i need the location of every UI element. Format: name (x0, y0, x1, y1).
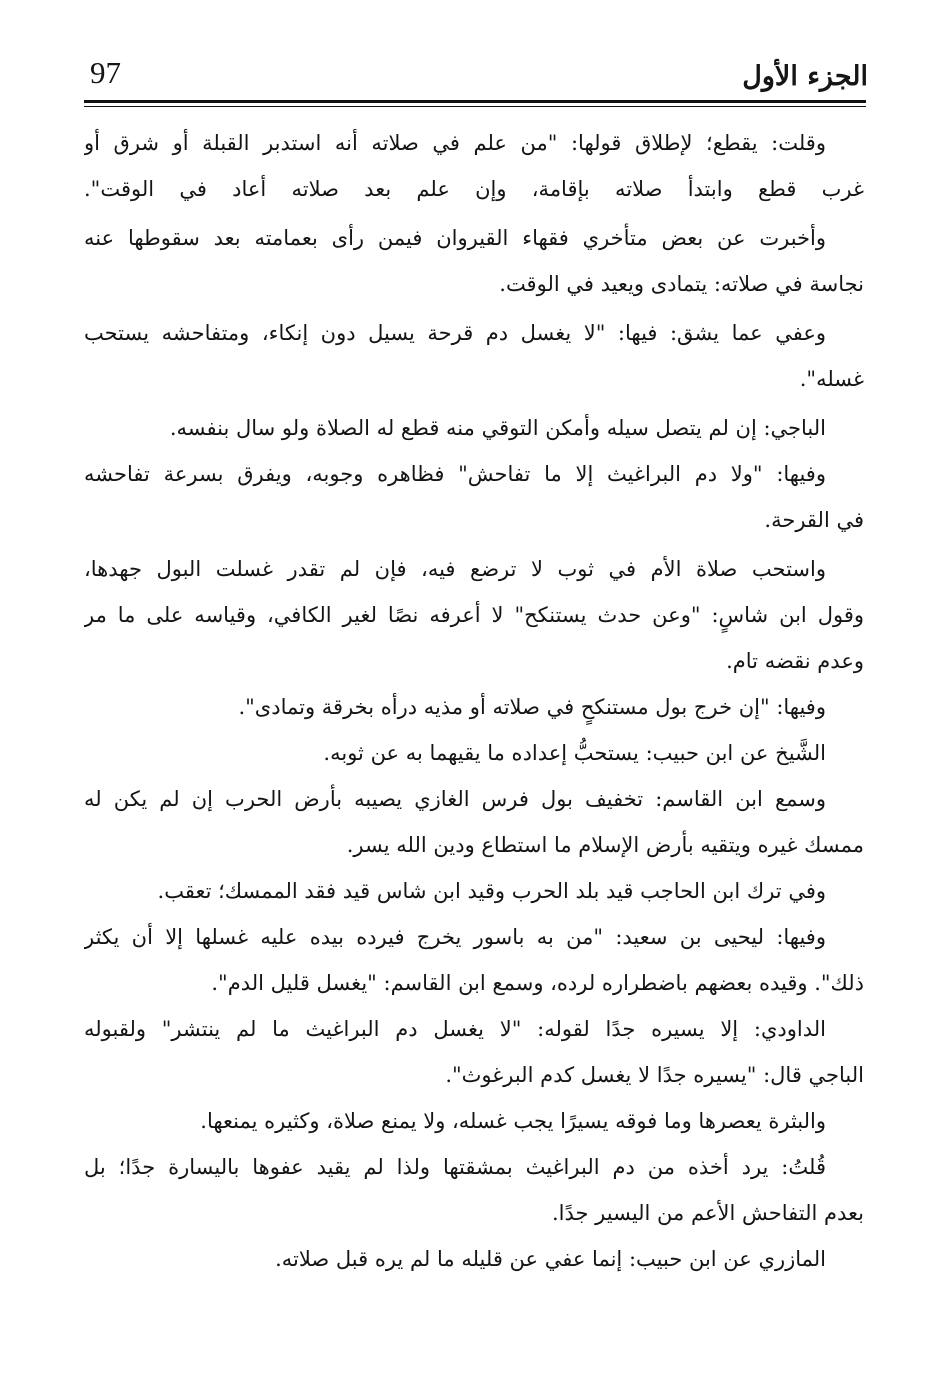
text-line: وعفي عما يشق: فيها: "لا يغسل دم قرحة يسيل دون إنكاء، ومتفاحشه يستحب (84, 321, 826, 345)
header-rule-thick (84, 100, 866, 103)
page-number: 97 (90, 55, 121, 90)
text-line: ممسك غيره ويتقيه بأرض الإسلام ما استطاع ودين الله يسر. (346, 833, 864, 857)
page-header (84, 56, 868, 100)
text-line: بعدم التفاحش الأعم من اليسير جدًا. (551, 1201, 864, 1225)
running-title: الجزء الأول (742, 61, 868, 92)
text-line: وقول ابن شاسٍ: "وعن حدث يستنكح" لا أعرفه نصًا لغير الكافي، وقياسه على ما مر (84, 603, 864, 627)
text-line: الباجي قال: "يسيره جدًا لا يغسل كدم البرغوث". (445, 1063, 864, 1087)
text-line: وفيها: ليحيى بن سعيد: "من به باسور يخرج فيرده بيده عليه غسلها إلا أن يكثر (84, 925, 826, 949)
text-line: ذلك". وقيده بعضهم باضطراره لرده، وسمع ابن القاسم: "يغسل قليل الدم". (211, 971, 864, 995)
text-line: الباجي: إن لم يتصل سيله وأمكن التوقي منه قطع له الصلاة ولو سال بنفسه. (169, 416, 826, 440)
text-line: في القرحة. (764, 508, 864, 532)
text-line: وأخبرت عن بعض متأخري فقهاء القيروان فيمن رأى بعمامته بعد سقوطها عنه (84, 226, 826, 250)
body-text (84, 120, 864, 1282)
text-line: وفيها: "إن خرج بول مستنكحٍ في صلاته أو مذيه درأه بخرقة وتمادى". (238, 695, 826, 719)
text-line: وفيها: "ولا دم البراغيث إلا ما تفاحش" فظاهره وجوبه، ويفرق بسرعة تفاحشه (84, 462, 826, 486)
header-rule-thin (84, 106, 866, 107)
text-line: والبثرة يعصرها وما فوقه يسيرًا يجب غسله، ولا يمنع صلاة، وكثيره يمنعها. (200, 1109, 826, 1133)
text-line: وقلت: يقطع؛ لإطلاق قولها: "من علم في صلاته أنه استدبر القبلة أو شرق أو (84, 131, 826, 155)
text-line: وفي ترك ابن الحاجب قيد بلد الحرب وقيد ابن شاس قيد فقد الممسك؛ تعقب. (157, 879, 826, 903)
text-line: وسمع ابن القاسم: تخفيف بول فرس الغازي يصيبه بأرض الحرب إن لم يكن له (84, 787, 826, 811)
text-line: الشَّيخ عن ابن حبيب: يستحبُّ إعداده ما يقيهما به عن ثوبه. (323, 741, 826, 765)
text-line: غرب قطع وابتدأ صلاته بإقامة، وإن علم بعد صلاته أعاد في الوقت". (84, 177, 864, 201)
text-line: وعدم نقضه تام. (726, 649, 864, 673)
text-line: غسله". (799, 367, 864, 391)
text-line: نجاسة في صلاته: يتمادى ويعيد في الوقت. (499, 272, 864, 296)
text-line: الداودي: إلا يسيره جدًا لقوله: "لا يغسل دم البراغيث ما لم ينتشر" ولقبوله (84, 1017, 826, 1041)
text-line: المازري عن ابن حبيب: إنما عفي عن قليله ما لم يره قبل صلاته. (275, 1247, 826, 1271)
text-line: قُلتُ: يرد أخذه من دم البراغيث بمشقتها ولذا لم يقيد عفوها باليسارة جدًا؛ بل (84, 1155, 826, 1179)
text-line: واستحب صلاة الأم في ثوب لا ترضع فيه، فإن لم تقدر غسلت البول جهدها، (84, 557, 826, 581)
